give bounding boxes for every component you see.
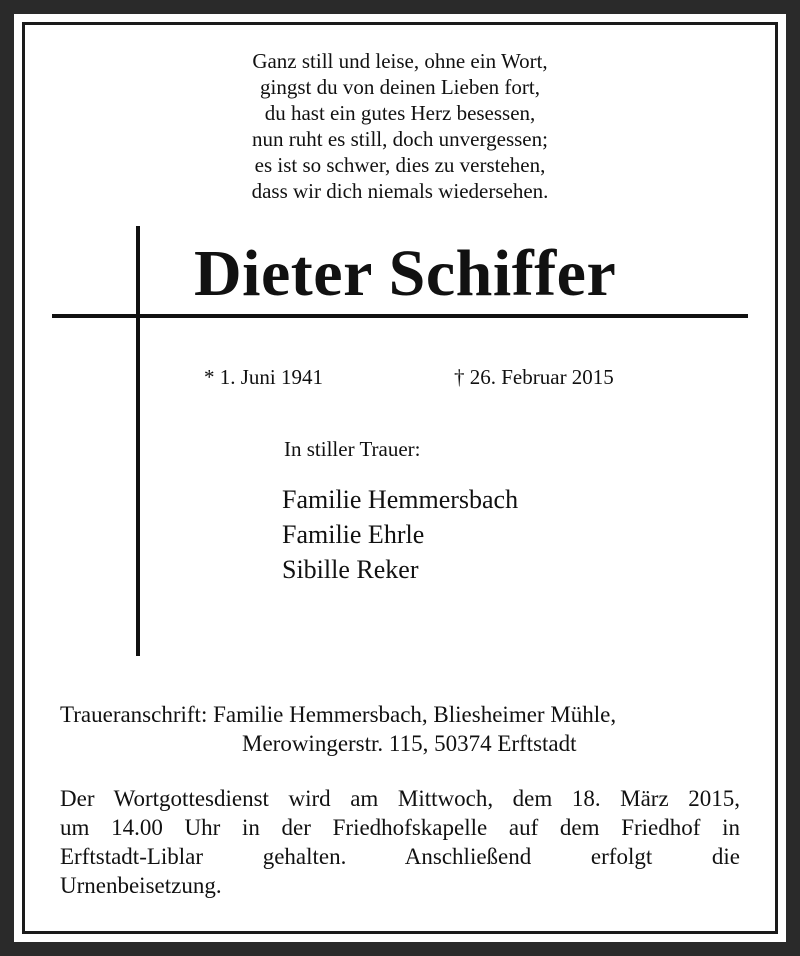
service-announcement [60,784,740,900]
poem-line: nun ruht es still, doch unvergessen; [252,127,548,151]
poem-line: dass wir dich niemals wiedersehen. [251,179,549,203]
birth-date: * 1. Juni 1941 [204,365,324,389]
service-line: um 14.00 Uhr in der Friedhofskapelle auf dem Friedhof in [60,815,740,840]
mourning-label: In stiller Trauer: [284,437,421,461]
death-date: † 26. Februar 2015 [454,365,614,389]
obituary-notice [14,14,786,942]
memorial-poem [14,48,786,204]
mourner-item: Familie Ehrle [282,520,425,549]
poem-line: du hast ein gutes Herz besessen, [264,101,536,125]
poem-line: es ist so schwer, dies zu verstehen, [254,153,546,177]
mourning-address-line-2: Merowingerstr. 115, 50374 Erftstadt [242,731,577,756]
service-line: Urnenbeisetzung. [60,873,222,898]
deceased-name: Dieter Schiffer [194,237,617,310]
cross-vertical-bar [136,226,140,656]
poem-line: gingst du von deinen Lieben fort, [260,75,540,99]
poem-line: Ganz still und leise, ohne ein Wort, [252,49,548,73]
mourner-item: Sibille Reker [282,555,419,584]
mourning-address-line-1: Traueranschrift: Familie Hemmersbach, Bliesheimer Mühle, [60,702,617,727]
mourner-item: Familie Hemmersbach [282,485,519,514]
service-line: Der Wortgottesdienst wird am Mittwoch, dem 18. März 2015, [60,786,740,811]
mourners-list [282,482,518,587]
cross-horizontal-bar [52,314,748,318]
service-line: Erftstadt-Liblar gehalten. Anschließend erfolgt die [60,844,740,869]
